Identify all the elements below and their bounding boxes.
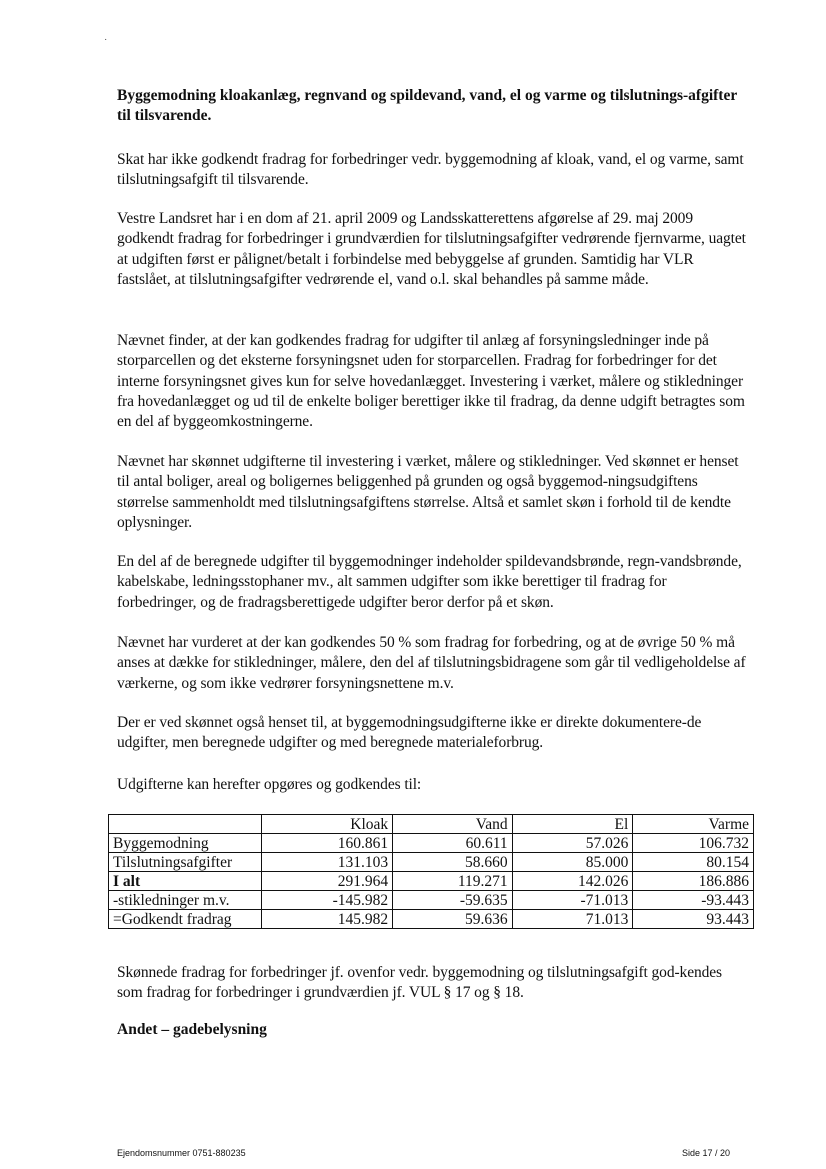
table-header-row xyxy=(109,815,754,834)
cell-value: 85.000 xyxy=(512,853,633,872)
paragraph-3: Nævnet finder, at der kan godkendes fradrag for udgifter til anlæg af forsyningsledninger inde på storparcellen og det eksterne forsyningsnet uden for storparcellen. Fradrag for forbedringer for det interne forsyningsnet gives kun for selve hovedanlægget. Investering i værket, målere og stikledninger fra hovedanlægget og ud til de enkelte boliger berettiger ikke til fradrag, da denne udgift betragtes som en del af byggeomkostningerne. xyxy=(117,332,745,431)
cell-value: -93.443 xyxy=(633,891,754,910)
cell-value: -59.635 xyxy=(393,891,513,910)
table-row xyxy=(109,834,754,853)
cell-value: 60.611 xyxy=(393,834,513,853)
cell-value: 142.026 xyxy=(512,872,633,891)
row-label: =Godkendt fradrag xyxy=(109,910,262,929)
cell-value: 160.861 xyxy=(262,834,393,853)
row-label: I alt xyxy=(109,872,262,891)
table-row xyxy=(109,910,754,929)
paragraph-5: En del af de beregnede udgifter til byggemodninger indeholder spildevandsbrønde, regn-vandsbrønde, kabelskabe, ledningsstophaner mv., alt sammen udgifter som ikke berettiger til fradrag for forbedringer, og de fradragsberettigede udgifter beror derfor på et skøn. xyxy=(117,553,742,611)
section-heading-gadebelysning: Andet – gadebelysning xyxy=(117,1021,267,1038)
cell-value: 291.964 xyxy=(262,872,393,891)
paragraph-4: Nævnet har skønnet udgifterne til investering i værket, målere og stikledninger. Ved skønnet er henset til antal boliger, areal og boligernes beliggenhed på grunden og også byggemod-ningsudgiftens størrelse sammenholdt med tilslutningsafgiftens størrelse. Altså et samlet skøn i forhold til de kendte oplysninger. xyxy=(117,453,739,531)
column-header-varme: Varme xyxy=(633,815,754,834)
paragraph-7: Der er ved skønnet også henset til, at byggemodningsudgifterne ikke er direkte dokumentere-de udgifter, men beregnede udgifter og med beregnede materialeforbrug. xyxy=(117,714,702,752)
scan-mark: ˙ xyxy=(104,38,108,49)
row-label: Tilslutningsafgifter xyxy=(109,853,262,872)
paragraph-1: Skat har ikke godkendt fradrag for forbedringer vedr. byggemodning af kloak, vand, el og varme, samt tilslutningsafgift til tilsvarende. xyxy=(117,151,744,189)
cell-value: 93.443 xyxy=(633,910,754,929)
cell-value: 131.103 xyxy=(262,853,393,872)
section-heading-byggemodning: Byggemodning kloakanlæg, regnvand og spildevand, vand, el og varme og tilslutnings-afgifter til tilsvarende. xyxy=(117,87,737,124)
cell-value: 59.636 xyxy=(393,910,513,929)
cell-value: -71.013 xyxy=(512,891,633,910)
cell-value: 80.154 xyxy=(633,853,754,872)
row-label: -stikledninger m.v. xyxy=(109,891,262,910)
cell-value: -145.982 xyxy=(262,891,393,910)
paragraph-8: Udgifterne kan herefter opgøres og godkendes til: xyxy=(117,776,422,793)
table-row-total xyxy=(109,872,754,891)
cell-value: 106.732 xyxy=(633,834,754,853)
cell-value: 119.271 xyxy=(393,872,513,891)
footer-property-number: Ejendomsnummer 0751-880235 xyxy=(117,1148,246,1158)
cell-value: 71.013 xyxy=(512,910,633,929)
table-corner-cell xyxy=(109,815,262,834)
cell-value: 57.026 xyxy=(512,834,633,853)
row-label: Byggemodning xyxy=(109,834,262,853)
cell-value: 58.660 xyxy=(393,853,513,872)
table-row xyxy=(109,853,754,872)
footer-page-number: Side 17 / 20 xyxy=(682,1148,731,1158)
paragraph-after-table: Skønnede fradrag for forbedringer jf. ovenfor vedr. byggemodning og tilslutningsafgift god-kendes som fradrag for forbedringer i grundværdien jf. VUL § 17 og § 18. xyxy=(117,964,722,1002)
cell-value: 145.982 xyxy=(262,910,393,929)
paragraph-6: Nævnet har vurderet at der kan godkendes 50 % som fradrag for forbedring, og at de øvrige 50 % må anses at dække for stikledninger, målere, den del af tilslutningsbidragene som går til vedligeholdelse af værkerne, og som ikke vedrører forsyningsnettene m.v. xyxy=(117,634,746,692)
column-header-vand: Vand xyxy=(393,815,513,834)
column-header-el: El xyxy=(512,815,633,834)
paragraph-2: Vestre Landsret har i en dom af 21. april 2009 og Landsskatterettens afgørelse af 29. maj 2009 godkendt fradrag for forbedringer i grundværdien for tilslutningsafgifter vedrørende fjernvarme, uagtet at udgiften først er pålignet/betalt i forbindelse med bebyggelse af grunden. Samtidig har VLR fastslået, at tilslutningsafgifter vedrørende el, vand o.l. skal behandles på samme måde. xyxy=(117,210,746,288)
cell-value: 186.886 xyxy=(633,872,754,891)
column-header-kloak: Kloak xyxy=(262,815,393,834)
table-row xyxy=(109,891,754,910)
deduction-table xyxy=(108,814,754,929)
